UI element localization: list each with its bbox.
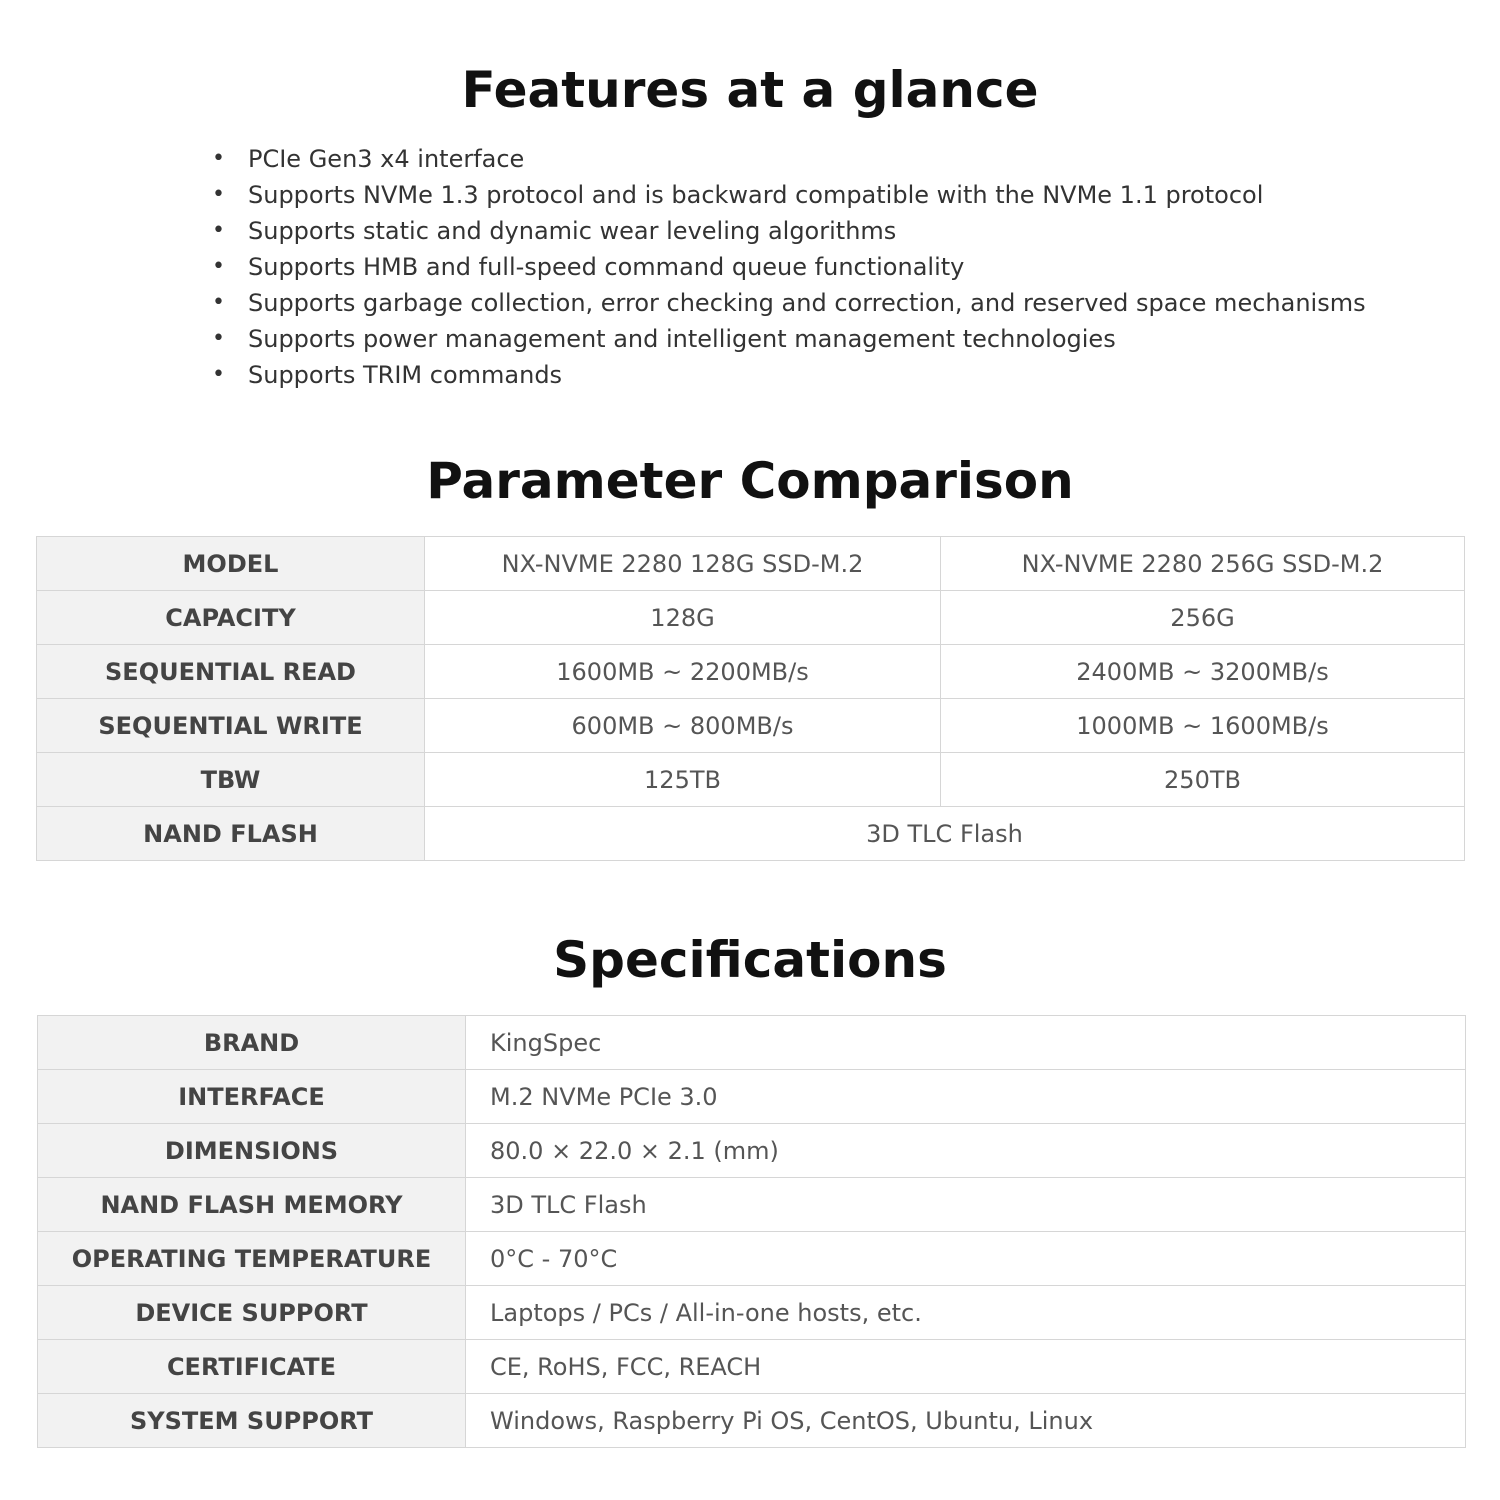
table-row — [38, 1124, 1466, 1178]
row-label: NAND FLASH MEMORY — [38, 1178, 466, 1232]
feature-item — [210, 177, 1366, 213]
cell-256g: 2400MB ~ 3200MB/s — [941, 645, 1465, 699]
row-label: BRAND — [38, 1016, 466, 1070]
feature-text: PCIe Gen3 x4 interface — [248, 145, 525, 173]
bullet-icon: • — [212, 218, 225, 243]
specifications-title: Specifications — [553, 931, 947, 989]
table-row — [37, 699, 1465, 753]
row-value: CE, RoHS, FCC, REACH — [466, 1340, 1466, 1394]
cell-256g: 1000MB ~ 1600MB/s — [941, 699, 1465, 753]
feature-text: Supports NVMe 1.3 protocol and is backward compatible with the NVMe 1.1 protocol — [248, 181, 1264, 209]
row-value: KingSpec — [466, 1016, 1466, 1070]
bullet-icon: • — [212, 254, 225, 279]
cell-128g: 600MB ~ 800MB/s — [425, 699, 941, 753]
feature-text: Supports garbage collection, error checking and correction, and reserved space mechanisms — [248, 289, 1366, 317]
bullet-icon: • — [212, 362, 225, 387]
row-label: TBW — [37, 753, 425, 807]
merged-cell: 3D TLC Flash — [425, 807, 1465, 861]
row-value: 0°C - 70°C — [466, 1232, 1466, 1286]
feature-item — [210, 321, 1366, 357]
row-label: NAND FLASH — [37, 807, 425, 861]
table-row — [37, 591, 1465, 645]
feature-item — [210, 141, 1366, 177]
table-row — [38, 1070, 1466, 1124]
row-label: CAPACITY — [37, 591, 425, 645]
cell-128g: NX-NVME 2280 128G SSD-M.2 — [425, 537, 941, 591]
row-label: OPERATING TEMPERATURE — [38, 1232, 466, 1286]
table-row — [37, 537, 1465, 591]
row-value: Laptops / PCs / All-in-one hosts, etc. — [466, 1286, 1466, 1340]
table-row — [37, 645, 1465, 699]
row-label: DEVICE SUPPORT — [38, 1286, 466, 1340]
table-row — [38, 1178, 1466, 1232]
row-label: SEQUENTIAL WRITE — [37, 699, 425, 753]
feature-text: Supports static and dynamic wear leveling algorithms — [248, 217, 897, 245]
table-row — [38, 1394, 1466, 1448]
row-label: DIMENSIONS — [38, 1124, 466, 1178]
feature-text: Supports HMB and full-speed command queue functionality — [248, 253, 965, 281]
specifications-table — [37, 1015, 1466, 1448]
bullet-icon: • — [212, 290, 225, 315]
bullet-icon: • — [212, 182, 225, 207]
feature-text: Supports power management and intelligent management technologies — [248, 325, 1116, 353]
cell-256g: NX-NVME 2280 256G SSD-M.2 — [941, 537, 1465, 591]
feature-item — [210, 249, 1366, 285]
row-label: SYSTEM SUPPORT — [38, 1394, 466, 1448]
table-row — [38, 1232, 1466, 1286]
parameter-comparison-title: Parameter Comparison — [426, 452, 1074, 510]
row-label: MODEL — [37, 537, 425, 591]
table-row — [38, 1340, 1466, 1394]
cell-256g: 256G — [941, 591, 1465, 645]
row-label: CERTIFICATE — [38, 1340, 466, 1394]
features-list — [210, 141, 1366, 393]
cell-128g: 1600MB ~ 2200MB/s — [425, 645, 941, 699]
feature-item — [210, 357, 1366, 393]
row-value: Windows, Raspberry Pi OS, CentOS, Ubuntu, Linux — [466, 1394, 1466, 1448]
table-row — [38, 1286, 1466, 1340]
row-value: 3D TLC Flash — [466, 1178, 1466, 1232]
bullet-icon: • — [212, 326, 225, 351]
cell-128g: 128G — [425, 591, 941, 645]
feature-item — [210, 285, 1366, 321]
row-value: M.2 NVMe PCIe 3.0 — [466, 1070, 1466, 1124]
table-row — [38, 1016, 1466, 1070]
feature-text: Supports TRIM commands — [248, 361, 563, 389]
table-row — [37, 807, 1465, 861]
cell-256g: 250TB — [941, 753, 1465, 807]
row-label: SEQUENTIAL READ — [37, 645, 425, 699]
table-row — [37, 753, 1465, 807]
cell-128g: 125TB — [425, 753, 941, 807]
features-title: Features at a glance — [461, 61, 1039, 119]
row-value: 80.0 × 22.0 × 2.1 (mm) — [466, 1124, 1466, 1178]
feature-item — [210, 213, 1366, 249]
row-label: INTERFACE — [38, 1070, 466, 1124]
parameter-comparison-table — [36, 536, 1465, 861]
bullet-icon: • — [212, 146, 225, 171]
